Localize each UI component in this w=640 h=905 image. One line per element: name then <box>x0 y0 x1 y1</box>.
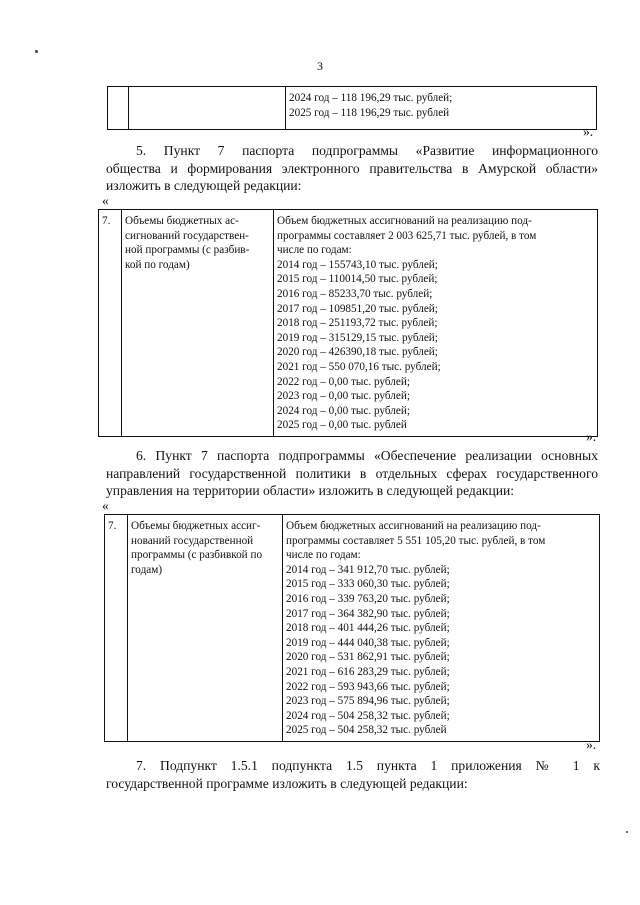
t2-label: Объемы бюджетных ассиг- нований государственной программы (с разбивкой по годам) <box>128 515 283 742</box>
open-quote-1: « <box>102 193 109 208</box>
para5-line-1: 5. Пункт 7 паспорта подпрограммы «Развитие информационного <box>136 143 598 158</box>
t1-line: программы составляет 2 003 625,71 тыс. рублей, в том <box>277 229 537 242</box>
scan-speck-2 <box>626 831 628 833</box>
t2-line: 2017 год – 364 382,90 тыс. рублей; <box>286 607 450 620</box>
t1-line: числе по годам: <box>277 244 352 257</box>
t1-line: 2015 год – 110014,50 тыс. рублей; <box>277 273 438 286</box>
para5-line-2: общества и формирования электронного правительства в Амурской области» <box>106 160 598 176</box>
t2-line: 2019 год – 444 040,38 тыс. рублей; <box>286 636 450 649</box>
t1-line: 2024 год – 0,00 тыс. рублей; <box>277 404 410 417</box>
t2-line: 2023 год – 575 894,96 тыс. рублей; <box>286 695 450 708</box>
t1-line: 2025 год – 0,00 тыс. рублей <box>277 419 407 432</box>
t1-line: 2016 год – 85233,70 тыс. рублей; <box>277 287 433 300</box>
t1-line: 2014 год – 155743,10 тыс. рублей; <box>277 258 438 271</box>
t1-line: 2017 год – 109851,20 тыс. рублей; <box>277 302 438 315</box>
t2-line: программы составляет 5 551 105,20 тыс. рублей, в том <box>286 534 546 547</box>
t2-line: 2021 год – 616 283,29 тыс. рублей; <box>286 665 450 678</box>
t2-num: 7. <box>105 515 128 742</box>
t2-line: 2024 год – 504 258,32 тыс. рублей; <box>286 709 450 722</box>
t1-num: 7. <box>99 210 122 437</box>
continuation-table <box>107 86 597 130</box>
page-number: 3 <box>317 59 323 73</box>
cont-col-values <box>286 87 597 130</box>
cont-col-label <box>129 87 286 130</box>
budget-table-2 <box>104 514 600 742</box>
t1-line: 2020 год – 426390,18 тыс. рублей; <box>277 346 438 359</box>
close-quote-2: ». <box>586 429 597 444</box>
t1-line: 2023 год – 0,00 тыс. рублей; <box>277 390 410 403</box>
t2-line: 2015 год – 333 060,30 тыс. рублей; <box>286 578 450 591</box>
t1-line: 2021 год – 550 070,16 тыс. рублей; <box>277 360 441 373</box>
t2-line: 2020 год – 531 862,91 тыс. рублей; <box>286 651 450 664</box>
para5-line-3: изложить в следующей редакции: <box>106 178 302 193</box>
t1-label: Объемы бюджетных ас- сигнований государствен- ной программы (с разбив- кой по годам) <box>122 210 274 437</box>
t1-line: 2019 год – 315129,15 тыс. рублей; <box>277 331 438 344</box>
t2-line: числе по годам: <box>286 549 361 562</box>
t2-line: 2025 год – 504 258,32 тыс. рублей <box>286 724 447 737</box>
t2-line: 2022 год – 593 943,66 тыс. рублей; <box>286 680 450 693</box>
t2-line: Объем бюджетных ассигнований на реализацию под- <box>286 520 541 532</box>
t2-line: 2018 год – 401 444,26 тыс. рублей; <box>286 622 450 635</box>
budget-table-1 <box>98 209 598 437</box>
scan-speck-1 <box>35 50 38 53</box>
cont-line: 2024 год – 118 196,29 тыс. рублей; <box>289 92 453 104</box>
t1-line: 2022 год – 0,00 тыс. рублей; <box>277 375 410 388</box>
para7-line-1: 7. Подпункт 1.5.1 подпункта 1.5 пункта 1 приложения № 1 к <box>136 758 600 773</box>
close-quote-1: ». <box>583 124 594 139</box>
t2-line: 2016 год – 339 763,20 тыс. рублей; <box>286 592 450 605</box>
cont-line: 2025 год – 118 196,29 тыс. рублей <box>289 106 450 119</box>
para6-line-2: направлений государственной политики в отдельных сферах государственного <box>106 465 598 481</box>
paragraph-7 <box>106 757 600 792</box>
paragraph-5 <box>106 142 598 195</box>
t2-line: 2014 год – 341 912,70 тыс. рублей; <box>286 563 450 576</box>
t1-line: 2018 год – 251193,72 тыс. рублей; <box>277 317 438 330</box>
para7-line-2: государственной программе изложить в следующей редакции: <box>106 775 468 791</box>
para6-line-3: управления на территории области» изложить в следующей редакции: <box>106 483 515 498</box>
t2-values <box>283 515 600 742</box>
para6-line-1: 6. Пункт 7 паспорта подпрограммы «Обеспечение реализации основных <box>136 448 598 463</box>
close-quote-3: ». <box>586 737 597 752</box>
paragraph-6 <box>106 447 598 500</box>
t1-values <box>274 210 598 437</box>
open-quote-2: « <box>102 498 109 513</box>
t1-line: Объем бюджетных ассигнований на реализацию под- <box>277 215 532 227</box>
cont-col-num <box>108 87 129 130</box>
